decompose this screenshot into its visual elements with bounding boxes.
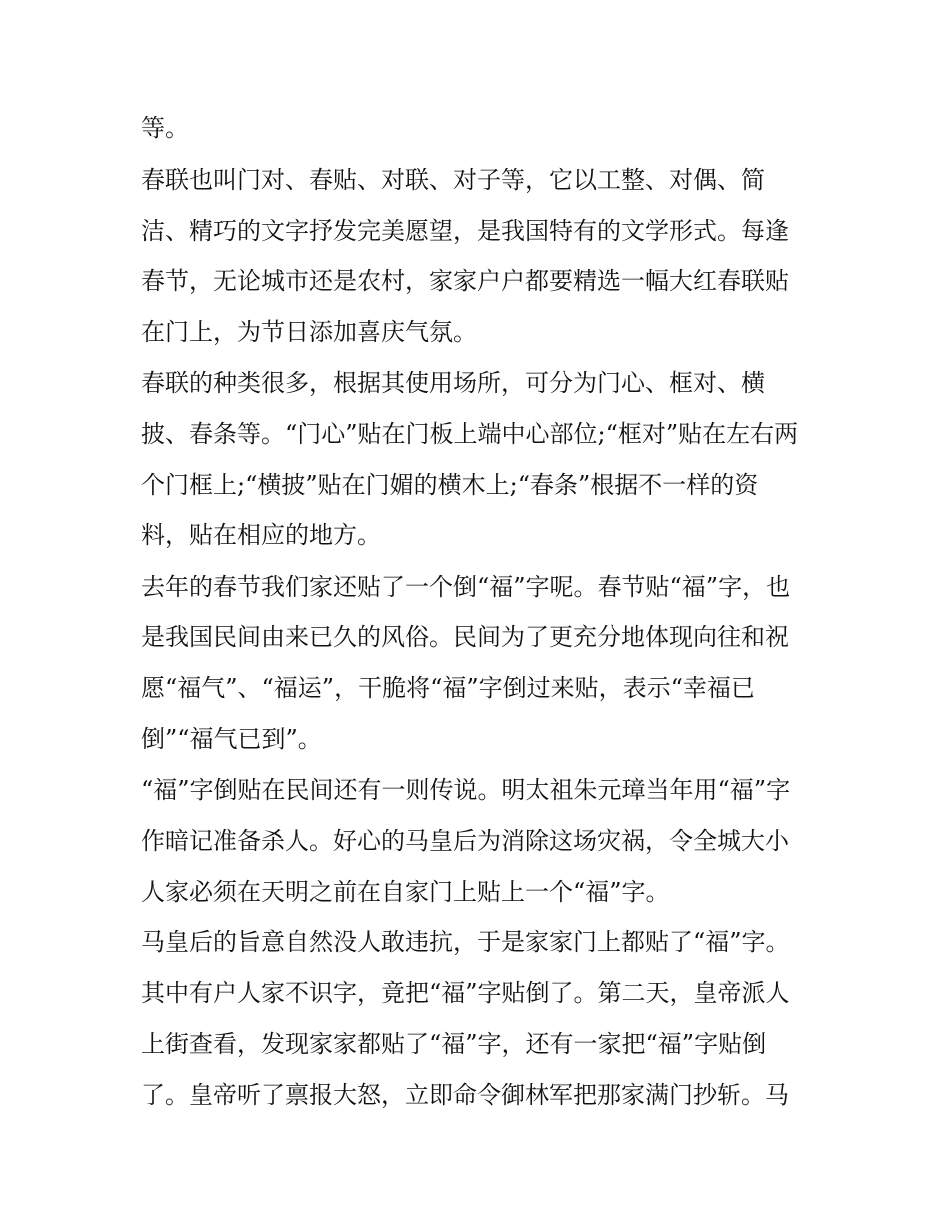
text-line: 是我国民间由来已久的风俗。民间为了更充分地体现向往和祝 <box>141 623 789 651</box>
text-line: 马皇后的旨意自然没人敢违抗，于是家家门上都贴了“福”字。 <box>141 928 790 956</box>
text-line: 其中有户人家不识字，竟把“福”字贴倒了。第二天，皇帝派人 <box>141 979 790 1007</box>
text-line: 去年的春节我们家还贴了一个倒“福”字呢。春节贴“福”字，也 <box>141 573 791 601</box>
text-line: 个门框上;“横披”贴在门媚的横木上;“春条”根据不一样的资 <box>141 471 759 499</box>
text-line: 了。皇帝听了禀报大怒，立即命令御林军把那家满门抄斩。马 <box>141 1081 789 1109</box>
text-line: 愿“福气”、“福运”，干脆将“福”字倒过来贴，表示“幸福已 <box>141 674 755 702</box>
text-line: “福”字倒贴在民间还有一则传说。明太祖朱元璋当年用“福”字 <box>141 776 791 804</box>
text-line: 作暗记准备杀人。好心的马皇后为消除这场灾祸，令全城大小 <box>141 827 789 855</box>
text-line: 上街查看，发现家家都贴了“福”字，还有一家把“福”字贴倒 <box>141 1030 767 1058</box>
text-line: 春节，无论城市还是农村，家家户户都要精选一幅大红春联贴 <box>141 267 789 295</box>
text-line: 春联的种类很多，根据其使用场所，可分为门心、框对、横 <box>141 369 765 397</box>
text-line: 在门上，为节日添加喜庆气氛。 <box>141 318 477 346</box>
text-line: 倒”“福气已到”。 <box>141 725 322 753</box>
text-line: 人家必须在天明之前在自家门上贴上一个“福”字。 <box>141 878 670 906</box>
text-line: 春联也叫门对、春贴、对联、对子等，它以工整、对偶、简 <box>141 166 765 194</box>
text-line: 料，贴在相应的地方。 <box>141 521 381 549</box>
text-line: 披、春条等。“门心”贴在门板上端中心部位;“框对”贴在左右两 <box>141 420 799 448</box>
text-line: 等。 <box>141 114 189 142</box>
text-line: 洁、精巧的文字抒发完美愿望，是我国特有的文学形式。每逢 <box>141 217 789 245</box>
